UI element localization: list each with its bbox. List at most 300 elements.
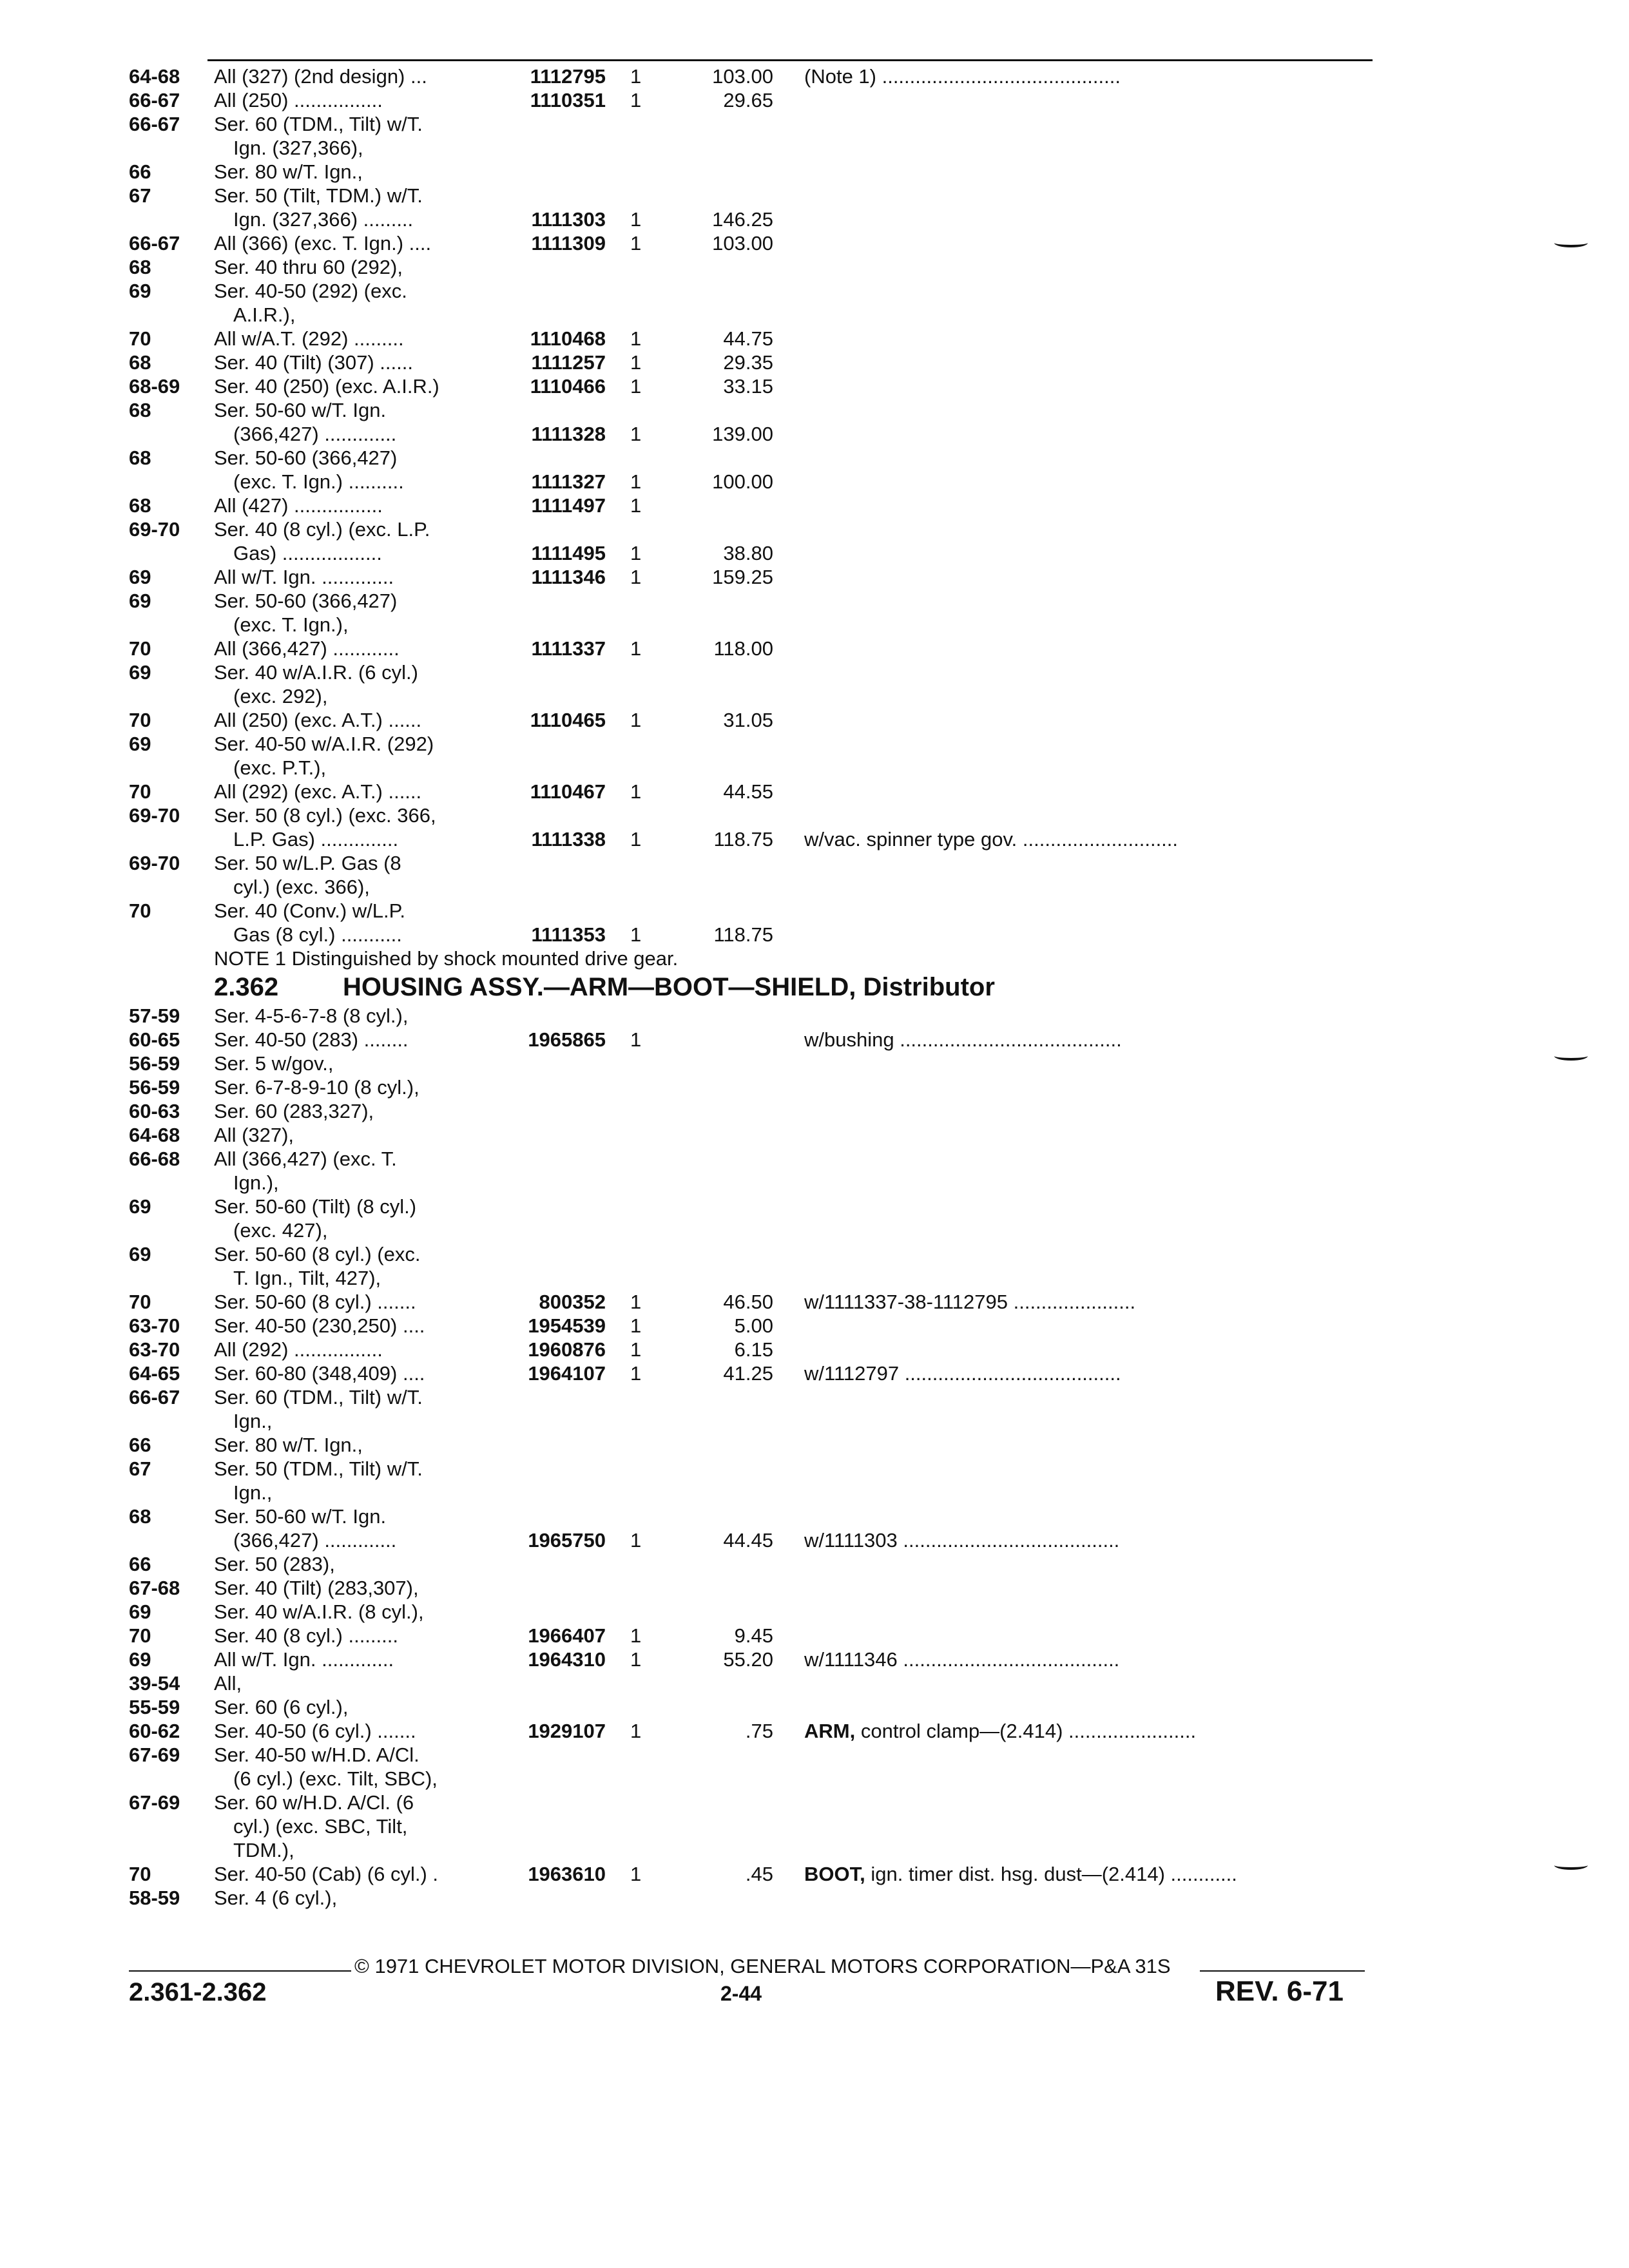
application-description: All (327) (2nd design) ... — [214, 65, 427, 88]
application-description: Ign.), — [233, 1171, 279, 1194]
application-description: (exc. T. Ign.), — [233, 613, 349, 636]
application-description: (366,427) ............. — [233, 1529, 397, 1552]
footer-rule-left — [129, 1970, 351, 1972]
application-description: Ser. 60 w/H.D. A/Cl. (6 — [214, 1791, 414, 1814]
model-year: 70 — [129, 899, 151, 922]
quantity: 1 — [630, 1028, 642, 1051]
price: 44.75 — [723, 327, 773, 350]
table-row — [0, 1004, 1629, 1028]
table-row — [0, 756, 1629, 780]
table-row — [0, 1552, 1629, 1576]
application-description: Ser. 50-60 (8 cyl.) (exc. — [214, 1243, 421, 1265]
table-row — [0, 398, 1629, 422]
model-year: 68 — [129, 447, 151, 469]
table-row — [0, 1195, 1629, 1218]
part-number: 1111346 — [531, 566, 606, 588]
price: 146.25 — [712, 208, 773, 231]
application-description: All (292) (exc. A.T.) ...... — [214, 780, 422, 803]
table-row — [0, 1218, 1629, 1242]
application-description: (6 cyl.) (exc. Tilt, SBC), — [233, 1767, 438, 1790]
footer-page-number: 2-44 — [720, 1982, 762, 2005]
table-row — [0, 1814, 1629, 1838]
application-description: All (250) (exc. A.T.) ...... — [214, 709, 422, 731]
application-description: Gas) .................. — [233, 542, 382, 564]
table-row — [0, 780, 1629, 803]
part-number: 1110468 — [530, 327, 606, 350]
application-description: Ign., — [233, 1410, 273, 1432]
model-year: 69-70 — [129, 804, 180, 827]
quantity: 1 — [630, 65, 642, 88]
table-row — [0, 1123, 1629, 1147]
model-year: 67-68 — [129, 1577, 180, 1599]
application-description: Ser. 40 (Conv.) w/L.P. — [214, 899, 405, 922]
table-row — [0, 1671, 1629, 1695]
model-year: 68-69 — [129, 375, 180, 398]
part-number: 1111327 — [531, 470, 606, 493]
application-description: Ser. 50-60 (366,427) — [214, 447, 398, 469]
application-description: Ser. 60 (6 cyl.), — [214, 1696, 349, 1718]
model-year: 60-65 — [129, 1028, 180, 1051]
price: 6.15 — [734, 1338, 773, 1361]
table-row — [0, 1457, 1629, 1481]
model-year: 70 — [129, 1291, 151, 1313]
part-number: 1960876 — [528, 1338, 606, 1361]
part-number: 1966407 — [528, 1624, 606, 1647]
quantity: 1 — [630, 423, 642, 445]
part-number: 1929107 — [528, 1720, 606, 1742]
model-year: 56-59 — [129, 1076, 180, 1099]
application-description: All (366,427) (exc. T. — [214, 1148, 397, 1170]
table-row — [0, 637, 1629, 660]
model-year: 64-65 — [129, 1362, 180, 1385]
part-number: 1110351 — [530, 89, 606, 111]
section-header — [0, 970, 1629, 1004]
table-row — [0, 1052, 1629, 1075]
table-row — [0, 1361, 1629, 1385]
table-row — [0, 1075, 1629, 1099]
table-row — [0, 827, 1629, 851]
application-description: Ser. 40-50 (Cab) (6 cyl.) . — [214, 1863, 439, 1885]
model-year: 68 — [129, 351, 151, 374]
model-year: 63-70 — [129, 1338, 180, 1361]
table-row — [0, 803, 1629, 827]
section-title: HOUSING ASSY.—ARM—BOOT—SHIELD, Distributor — [343, 973, 995, 1001]
part-number: 1964310 — [528, 1648, 606, 1671]
price: 31.05 — [723, 709, 773, 731]
model-year: 68 — [129, 1505, 151, 1528]
application-description: Ser. 40-50 w/H.D. A/Cl. — [214, 1744, 419, 1766]
top-rule — [207, 59, 1373, 61]
model-year: 66 — [129, 1434, 151, 1456]
model-year: 68 — [129, 399, 151, 421]
table-row — [0, 1266, 1629, 1290]
application-description: Ser. 50 (Tilt, TDM.) w/T. — [214, 184, 423, 207]
price: 103.00 — [712, 65, 773, 88]
application-description: All w/T. Ign. ............. — [214, 1648, 394, 1671]
model-year: 66-67 — [129, 232, 180, 255]
model-year: 66 — [129, 160, 151, 183]
application-description: Ser. 60 (TDM., Tilt) w/T. — [214, 113, 423, 135]
table-row — [0, 446, 1629, 470]
margin-tick-mark — [1554, 1052, 1588, 1061]
model-year: 68 — [129, 494, 151, 517]
remarks-text: ign. timer dist. hsg. dust—(2.414) ............ — [865, 1863, 1237, 1885]
model-year: 68 — [129, 256, 151, 278]
model-year: 70 — [129, 1863, 151, 1885]
application-description: Ser. 60 (TDM., Tilt) w/T. — [214, 1386, 423, 1408]
table-row — [0, 1719, 1629, 1743]
quantity: 1 — [630, 542, 642, 564]
application-description: Ser. 40 (8 cyl.) (exc. L.P. — [214, 518, 430, 541]
parts-block-2-361 — [0, 64, 1629, 947]
price: 55.20 — [723, 1648, 773, 1671]
quantity: 1 — [630, 828, 642, 850]
application-description: All, — [214, 1672, 242, 1695]
parts-table — [0, 64, 1629, 1910]
remarks — [804, 1719, 1196, 1743]
footer-revision: REV. 6-71 — [1215, 1975, 1344, 2007]
remarks: w/1111346 ....................................... — [804, 1648, 1120, 1671]
application-description: Ser. 40-50 (230,250) .... — [214, 1314, 425, 1337]
footer-rule-right — [1200, 1970, 1365, 1972]
application-description: (exc. P.T.), — [233, 756, 327, 779]
model-year: 70 — [129, 637, 151, 660]
part-number: 1111353 — [531, 923, 606, 946]
application-description: Ser. 50-60 (Tilt) (8 cyl.) — [214, 1195, 417, 1218]
application-description: Ser. 50-60 w/T. Ign. — [214, 399, 387, 421]
remarks: w/1111337-38-1112795 ...................... — [804, 1291, 1136, 1313]
application-description: All (427) ................ — [214, 494, 383, 517]
quantity: 1 — [630, 1338, 642, 1361]
model-year: 69 — [129, 280, 151, 302]
model-year: 58-59 — [129, 1887, 180, 1909]
price: 103.00 — [712, 232, 773, 255]
application-description: Ser. 4-5-6-7-8 (8 cyl.), — [214, 1004, 409, 1027]
application-description: Ser. 40-50 (283) ........ — [214, 1028, 409, 1051]
table-row — [0, 1648, 1629, 1671]
quantity: 1 — [630, 1648, 642, 1671]
application-description: cyl.) (exc. 366), — [233, 876, 370, 898]
quantity: 1 — [630, 709, 642, 731]
price: 44.45 — [723, 1529, 773, 1552]
table-row — [0, 660, 1629, 684]
application-description: TDM.), — [233, 1839, 294, 1861]
remarks: w/1111303 ....................................... — [804, 1529, 1120, 1552]
model-year: 67 — [129, 1457, 151, 1480]
application-description: Ser. 50 (8 cyl.) (exc. 366, — [214, 804, 436, 827]
table-row — [0, 422, 1629, 446]
application-description: Ser. 4 (6 cyl.), — [214, 1887, 338, 1909]
model-year: 69 — [129, 733, 151, 755]
price: .45 — [745, 1863, 773, 1885]
table-row — [0, 160, 1629, 184]
table-row — [0, 64, 1629, 88]
application-description: (366,427) ............. — [233, 423, 397, 445]
table-row — [0, 136, 1629, 160]
application-description: Ser. 40 w/A.I.R. (6 cyl.) — [214, 661, 418, 684]
table-row — [0, 374, 1629, 398]
part-number: 1111497 — [531, 494, 606, 517]
price: 159.25 — [712, 566, 773, 588]
part-number: 1110466 — [530, 375, 606, 398]
quantity: 1 — [630, 1863, 642, 1885]
table-row — [0, 112, 1629, 136]
table-row — [0, 923, 1629, 947]
table-row — [0, 1242, 1629, 1266]
table-row — [0, 613, 1629, 637]
remarks: (Note 1) ........................................... — [804, 65, 1121, 88]
table-row — [0, 88, 1629, 112]
model-year: 64-68 — [129, 65, 180, 88]
price: 33.15 — [723, 375, 773, 398]
application-description: All w/A.T. (292) ......... — [214, 327, 404, 350]
application-description: Ign. (327,366), — [233, 137, 363, 159]
application-description: Ser. 80 w/T. Ign., — [214, 160, 363, 183]
table-row — [0, 1171, 1629, 1195]
quantity: 1 — [630, 494, 642, 517]
table-row — [0, 1028, 1629, 1052]
price: 29.35 — [723, 351, 773, 374]
table-row — [0, 732, 1629, 756]
margin-tick-mark — [1554, 1861, 1588, 1870]
table-row — [0, 303, 1629, 327]
model-year: 60-62 — [129, 1720, 180, 1742]
application-description: Ser. 50 w/L.P. Gas (8 — [214, 852, 401, 874]
table-row — [0, 1314, 1629, 1338]
table-row — [0, 184, 1629, 207]
price: 100.00 — [712, 470, 773, 493]
price: 118.75 — [713, 828, 773, 850]
model-year: 67-69 — [129, 1744, 180, 1766]
quantity: 1 — [630, 1529, 642, 1552]
note-1-text: NOTE 1 Distinguished by shock mounted drive gear. — [214, 947, 679, 970]
part-number: 1964107 — [528, 1362, 606, 1385]
application-description: Ser. 5 w/gov., — [214, 1052, 334, 1075]
table-row — [0, 1862, 1629, 1886]
remarks — [804, 1862, 1237, 1886]
table-row — [0, 279, 1629, 303]
application-description: All (327), — [214, 1124, 294, 1146]
part-number: 1110465 — [530, 709, 606, 731]
table-row — [0, 231, 1629, 255]
quantity: 1 — [630, 1314, 642, 1337]
part-number: 1111338 — [531, 828, 606, 850]
table-row — [0, 1481, 1629, 1504]
table-row — [0, 1576, 1629, 1600]
table-row — [0, 351, 1629, 374]
table-row — [0, 255, 1629, 279]
model-year: 69 — [129, 1195, 151, 1218]
part-number: 1111337 — [531, 637, 606, 660]
model-year: 70 — [129, 709, 151, 731]
model-year: 69 — [129, 590, 151, 612]
table-row — [0, 1504, 1629, 1528]
remarks: w/vac. spinner type gov. ............................ — [804, 828, 1179, 850]
part-number: 1965865 — [528, 1028, 606, 1051]
remarks: w/bushing ........................................ — [804, 1028, 1122, 1051]
model-year: 67-69 — [129, 1791, 180, 1814]
model-year: 69-70 — [129, 852, 180, 874]
application-description: Gas (8 cyl.) ........... — [233, 923, 402, 946]
model-year: 69 — [129, 1648, 151, 1671]
model-year: 70 — [129, 1624, 151, 1647]
table-row — [0, 1147, 1629, 1171]
application-description: Ser. 50-60 (8 cyl.) ....... — [214, 1291, 416, 1313]
table-row — [0, 207, 1629, 231]
model-year: 66-67 — [129, 89, 180, 111]
model-year: 69 — [129, 1243, 151, 1265]
model-year: 66 — [129, 1553, 151, 1575]
application-description: Ign. (327,366) ......... — [233, 208, 414, 231]
quantity: 1 — [630, 1720, 642, 1742]
application-description: cyl.) (exc. SBC, Tilt, — [233, 1815, 408, 1838]
part-number: 1954539 — [528, 1314, 606, 1337]
table-row — [0, 494, 1629, 517]
model-year: 69 — [129, 1600, 151, 1623]
application-description: (exc. T. Ign.) .......... — [233, 470, 404, 493]
quantity: 1 — [630, 208, 642, 231]
quantity: 1 — [630, 351, 642, 374]
table-row — [0, 1338, 1629, 1361]
table-row — [0, 1528, 1629, 1552]
quantity: 1 — [630, 923, 642, 946]
quantity: 1 — [630, 780, 642, 803]
margin-tick-mark — [1554, 238, 1588, 247]
table-row — [0, 1433, 1629, 1457]
application-description: All (250) ................ — [214, 89, 383, 111]
application-description: Ser. 40 (250) (exc. A.I.R.) — [214, 375, 439, 398]
model-year: 66-68 — [129, 1148, 180, 1170]
remarks-part-name: BOOT, — [804, 1863, 865, 1885]
part-number: 1111309 — [531, 232, 606, 255]
part-number: 1111495 — [531, 542, 606, 564]
table-row — [0, 875, 1629, 899]
price: 29.65 — [723, 89, 773, 111]
table-row — [0, 1767, 1629, 1791]
table-row — [0, 1385, 1629, 1409]
table-row — [0, 1099, 1629, 1123]
model-year: 63-70 — [129, 1314, 180, 1337]
model-year: 60-63 — [129, 1100, 180, 1122]
model-year: 70 — [129, 780, 151, 803]
table-row — [0, 1624, 1629, 1648]
application-description: (exc. 427), — [233, 1219, 328, 1242]
table-row — [0, 1791, 1629, 1814]
price: 46.50 — [723, 1291, 773, 1313]
application-description: A.I.R.), — [233, 303, 296, 326]
table-row — [0, 1695, 1629, 1719]
footer-copyright: © 1971 CHEVROLET MOTOR DIVISION, GENERAL MOTORS CORPORATION—P&A 31S — [354, 1955, 1171, 1977]
table-row — [0, 1290, 1629, 1314]
price: 41.25 — [723, 1362, 773, 1385]
application-description: Ser. 40 (8 cyl.) ......... — [214, 1624, 398, 1647]
remarks-part-name: ARM, — [804, 1720, 856, 1742]
application-description: T. Ign., Tilt, 427), — [233, 1267, 381, 1289]
quantity: 1 — [630, 375, 642, 398]
table-row — [0, 684, 1629, 708]
application-description: Ser. 40 (Tilt) (307) ...... — [214, 351, 413, 374]
table-row — [0, 1600, 1629, 1624]
quantity: 1 — [630, 1624, 642, 1647]
table-row — [0, 589, 1629, 613]
application-description: All (366,427) ............ — [214, 637, 400, 660]
application-description: Ser. 50 (283), — [214, 1553, 335, 1575]
remarks-text: control clamp—(2.414) ....................... — [855, 1720, 1197, 1742]
application-description: Ser. 40-50 (292) (exc. — [214, 280, 407, 302]
application-description: Ser. 50 (TDM., Tilt) w/T. — [214, 1457, 423, 1480]
application-description: Ser. 60 (283,327), — [214, 1100, 374, 1122]
application-description: All w/T. Ign. ............. — [214, 566, 394, 588]
part-number: 1112795 — [530, 65, 606, 88]
price: .75 — [745, 1720, 773, 1742]
model-year: 69 — [129, 661, 151, 684]
note-1 — [0, 947, 1629, 970]
part-number: 1111328 — [531, 423, 606, 445]
table-row — [0, 565, 1629, 589]
table-row — [0, 1743, 1629, 1767]
application-description: L.P. Gas) .............. — [233, 828, 399, 850]
application-description: Ser. 40 thru 60 (292), — [214, 256, 403, 278]
quantity: 1 — [630, 1291, 642, 1313]
part-number: 1963610 — [528, 1863, 606, 1885]
price: 118.75 — [713, 923, 773, 946]
model-year: 66-67 — [129, 113, 180, 135]
table-row — [0, 327, 1629, 351]
table-row — [0, 899, 1629, 923]
application-description: Ser. 50-60 (366,427) — [214, 590, 398, 612]
application-description: Ser. 50-60 w/T. Ign. — [214, 1505, 387, 1528]
part-number: 800352 — [539, 1291, 606, 1313]
table-row — [0, 708, 1629, 732]
application-description: Ser. 40 (Tilt) (283,307), — [214, 1577, 419, 1599]
table-row — [0, 851, 1629, 875]
remarks: w/1112797 ....................................... — [804, 1362, 1121, 1385]
model-year: 69 — [129, 566, 151, 588]
quantity: 1 — [630, 566, 642, 588]
model-year: 69-70 — [129, 518, 180, 541]
part-number: 1110467 — [530, 780, 606, 803]
quantity: 1 — [630, 327, 642, 350]
model-year: 64-68 — [129, 1124, 180, 1146]
footer-section-range: 2.361-2.362 — [129, 1978, 267, 2006]
section-number: 2.362 — [214, 973, 279, 1001]
application-description: Ser. 80 w/T. Ign., — [214, 1434, 363, 1456]
table-row — [0, 470, 1629, 494]
price: 38.80 — [723, 542, 773, 564]
parts-block-2-362 — [0, 1004, 1629, 1910]
application-description: All (292) ................ — [214, 1338, 383, 1361]
model-year: 55-59 — [129, 1696, 180, 1718]
model-year: 66-67 — [129, 1386, 180, 1408]
application-description: Ser. 40-50 w/A.I.R. (292) — [214, 733, 434, 755]
application-description: Ser. 40-50 (6 cyl.) ....... — [214, 1720, 416, 1742]
price: 118.00 — [713, 637, 773, 660]
model-year: 57-59 — [129, 1004, 180, 1027]
application-description: All (366) (exc. T. Ign.) .... — [214, 232, 432, 255]
price: 44.55 — [723, 780, 773, 803]
part-number: 1111303 — [531, 208, 606, 231]
table-row — [0, 1838, 1629, 1862]
application-description: Ser. 40 w/A.I.R. (8 cyl.), — [214, 1600, 424, 1623]
application-description: Ign., — [233, 1481, 273, 1504]
model-year: 56-59 — [129, 1052, 180, 1075]
application-description: (exc. 292), — [233, 685, 328, 707]
quantity: 1 — [630, 470, 642, 493]
part-number: 1965750 — [528, 1529, 606, 1552]
price: 139.00 — [712, 423, 773, 445]
application-description: Ser. 6-7-8-9-10 (8 cyl.), — [214, 1076, 419, 1099]
quantity: 1 — [630, 1362, 642, 1385]
